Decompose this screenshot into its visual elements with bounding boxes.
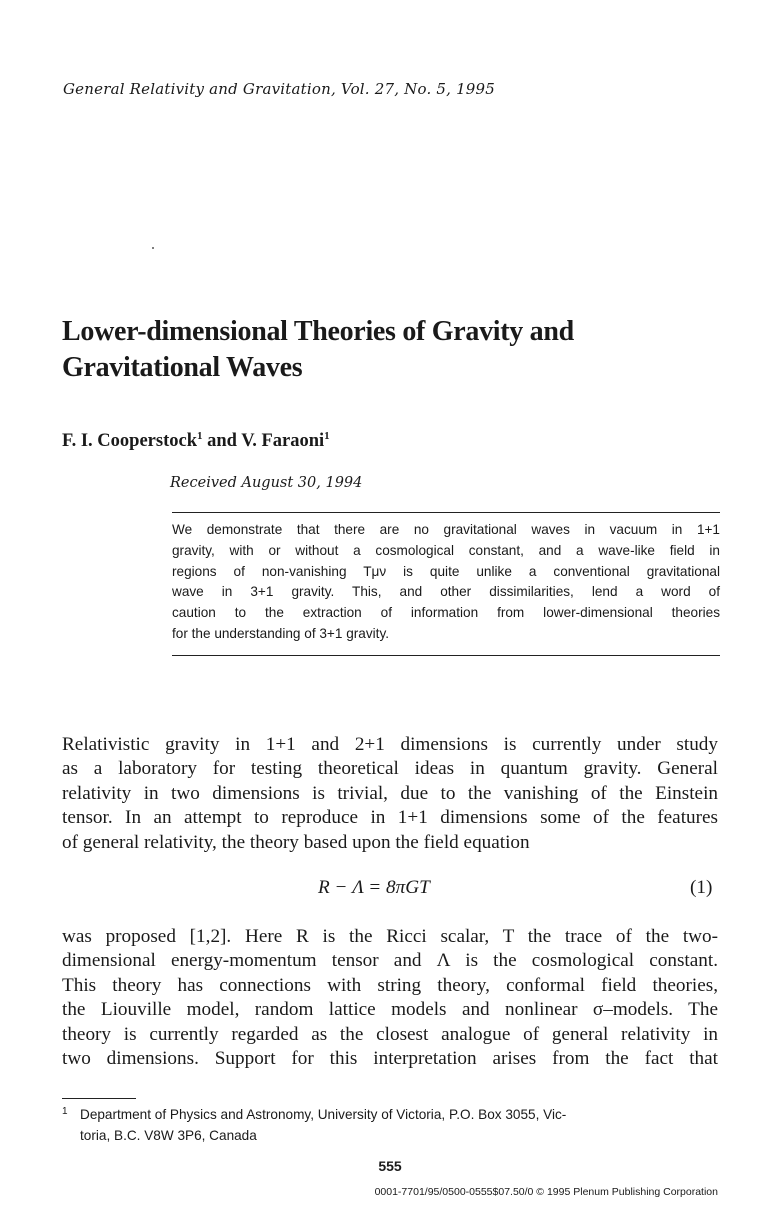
- body-line: This theory has connections with string theory, conformal field theories,: [62, 974, 718, 996]
- journal-header: General Relativity and Gravitation, Vol. 27, No. 5, 1995: [63, 80, 496, 98]
- footnote-line-2: toria, B.C. V8W 3P6, Canada: [80, 1128, 257, 1143]
- body-line: was proposed [1,2]. Here R is the Ricci scalar, T the trace of the two-: [62, 926, 718, 947]
- abstract: [172, 520, 720, 645]
- abstract-line: We demonstrate that there are no gravitational waves in vacuum in 1+1: [172, 522, 720, 537]
- copyright-line: 0001-7701/95/0500-0555$07.50/0 © 1995 Plenum Publishing Corporation: [374, 1186, 718, 1198]
- abstract-bottom-rule: [172, 655, 720, 656]
- abstract-line: gravity, with or without a cosmological constant, and a wave-like field in: [172, 542, 720, 558]
- abstract-top-rule: [172, 512, 720, 513]
- title-line-2: Gravitational Waves: [62, 352, 303, 383]
- footnote-text: [62, 1104, 720, 1146]
- author-separator: and: [202, 431, 242, 451]
- body-paragraph-2: [62, 925, 718, 1071]
- body-line: theory is currently regarded as the closest analogue of general relativity in: [62, 1023, 718, 1045]
- author-affiliation-mark: 1: [196, 430, 203, 442]
- footnote-rule: [62, 1098, 136, 1099]
- body-line: dimensional energy-momentum tensor and Λ is the cosmological constant.: [62, 950, 718, 972]
- abstract-line: for the understanding of 3+1 gravity.: [172, 625, 390, 641]
- stray-dot: [152, 247, 154, 249]
- title-line-1: Lower-dimensional Theories of Gravity and: [62, 316, 574, 347]
- author-affiliation-mark: 1: [324, 430, 330, 442]
- body-paragraph-1: [62, 733, 718, 855]
- page-number: 555: [378, 1158, 402, 1174]
- body-line: Relativistic gravity in 1+1 and 2+1 dimensions is currently under study: [62, 734, 718, 755]
- body-line: as a laboratory for testing theoretical ideas in quantum gravity. General: [62, 758, 718, 780]
- author-faraoni: V. Faraoni: [241, 431, 325, 451]
- body-line: two dimensions. Support for this interpretation arises from the fact that: [62, 1048, 718, 1070]
- abstract-line: wave in 3+1 gravity. This, and other dissimilarities, lend a word of: [172, 584, 720, 600]
- body-line: tensor. In an attempt to reproduce in 1+1 dimensions some of the features: [62, 807, 718, 829]
- body-line: of general relativity, the theory based upon the field equation: [62, 831, 530, 853]
- abstract-line: caution to the extraction of information from lower-dimensional theories: [172, 605, 720, 621]
- received-date: Received August 30, 1994: [170, 475, 363, 491]
- equation-number: (1): [690, 877, 713, 898]
- footnote: [62, 1104, 720, 1146]
- body-line: the Liouville model, random lattice models and nonlinear σ–models. The: [62, 999, 718, 1021]
- abstract-line: regions of non-vanishing Tμν is quite unlike a conventional gravitational: [172, 563, 720, 579]
- equation: R − Λ = 8πGT: [318, 877, 430, 898]
- author-cooperstock: F. I. Cooperstock: [62, 431, 197, 451]
- body-line: relativity in two dimensions is trivial, due to the vanishing of the Einstein: [62, 782, 718, 804]
- footnote-marker: 1: [62, 1106, 68, 1117]
- footnote-line-1: Department of Physics and Astronomy, University of Victoria, P.O. Box 3055, Vic-: [80, 1107, 567, 1122]
- article-title: [62, 314, 702, 386]
- author-list: [62, 430, 330, 452]
